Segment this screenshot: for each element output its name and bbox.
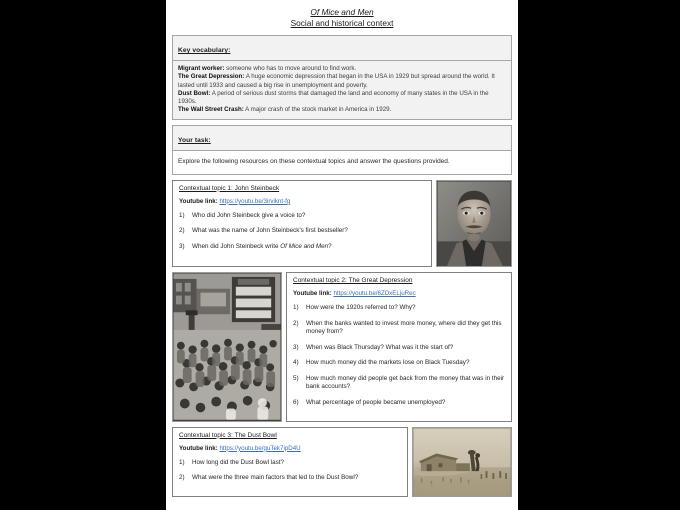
vocab-entry xyxy=(178,106,506,114)
key-vocabulary-body xyxy=(173,61,511,119)
title-line-book: Of Mice and Men xyxy=(310,7,374,17)
question-number: 4) xyxy=(293,359,299,367)
topic-2-youtube-row xyxy=(293,290,505,297)
question-text-italic: Of Mice and Men xyxy=(280,242,329,250)
topic-3-youtube-row xyxy=(179,445,401,452)
topic-2-title: Contextual topic 2: The Great Depression xyxy=(293,277,413,285)
vocab-entry xyxy=(178,90,506,107)
question-item xyxy=(179,227,425,236)
topic-1-question-list xyxy=(179,212,425,252)
youtube-link-url[interactable]: https://youtu.be/6ZDxELjuRec xyxy=(333,290,416,298)
vocab-definition: A major crash of the stock market in America in 1929. xyxy=(243,106,392,114)
youtube-link-url[interactable]: https://youtu.be/guTek7ipD4U xyxy=(219,444,301,452)
question-text: What percentage of people became unemployed? xyxy=(306,398,446,406)
topic-block-great-depression xyxy=(172,272,512,421)
question-number: 6) xyxy=(293,398,299,406)
page-title xyxy=(172,7,512,29)
vocab-term: Migrant worker: xyxy=(178,65,225,72)
vocab-entry xyxy=(178,65,506,73)
question-text: What were the three main factors that led to the Dust Bowl? xyxy=(192,474,359,482)
topic-1-title: Contextual topic 1: John Steinbeck xyxy=(179,184,280,192)
vocab-definition: A period of serious dust storms that damaged the land and economy of many states in the USA in the 1930s. xyxy=(178,89,489,106)
topic-2-text xyxy=(286,272,512,421)
john-steinbeck-portrait-photo xyxy=(436,180,512,268)
question-text: How long did the Dust Bowl last? xyxy=(192,458,285,466)
question-item xyxy=(293,375,505,392)
key-vocabulary-panel xyxy=(172,35,512,120)
topic-3-question-list xyxy=(179,459,401,483)
question-text: When the banks wanted to invest more money, where did they get this money from? xyxy=(306,319,502,336)
question-text-part: When did John Steinbeck write xyxy=(192,242,281,250)
question-text xyxy=(192,243,425,252)
vocab-entry xyxy=(178,73,506,90)
topic-3-title: Contextual topic 3: The Dust Bowl xyxy=(179,431,277,439)
topic-block-steinbeck xyxy=(172,180,512,268)
dust-bowl-photo-graphic xyxy=(413,428,511,497)
question-text: Who did John Steinbeck give a voice to? xyxy=(192,211,306,219)
key-vocabulary-heading: Key vocabulary: xyxy=(178,47,231,54)
your-task-heading: Your task: xyxy=(178,136,211,144)
title-line-subtitle: Social and historical context xyxy=(290,18,394,28)
vocab-term: The Wall Street Crash: xyxy=(178,106,244,114)
question-number: 1) xyxy=(293,304,299,312)
topic-3-text xyxy=(172,427,408,498)
key-vocabulary-header xyxy=(173,36,511,61)
your-task-panel xyxy=(172,125,512,175)
question-item xyxy=(179,459,401,468)
topic-1-youtube-row xyxy=(179,198,425,205)
question-number: 1) xyxy=(179,211,185,219)
vocab-term: Dust Bowl: xyxy=(178,89,211,97)
steinbeck-photo-graphic xyxy=(437,181,511,267)
your-task-body xyxy=(173,151,511,174)
question-item xyxy=(293,320,505,337)
question-number: 2) xyxy=(179,227,185,235)
question-item xyxy=(293,359,505,368)
question-number: 2) xyxy=(293,319,299,327)
question-text-suffix: ? xyxy=(328,242,332,250)
american-union-bank-run-crowd-photo xyxy=(172,272,282,421)
question-number: 2) xyxy=(179,474,185,482)
question-item xyxy=(293,399,505,408)
youtube-link-url[interactable]: https://youtu.be/3irviknt-fg xyxy=(219,197,291,205)
youtube-link-label: Youtube link: xyxy=(179,444,218,452)
question-text: How much money did the markets lose on Black Tuesday? xyxy=(306,359,470,367)
question-item xyxy=(179,212,425,221)
question-number: 3) xyxy=(179,242,185,250)
question-number: 5) xyxy=(293,374,299,382)
question-text: When was Black Thursday? What was it the start of? xyxy=(306,343,454,351)
question-text: What was the name of John Steinbeck's first bestseller? xyxy=(192,227,348,235)
question-number: 1) xyxy=(179,458,185,466)
dust-bowl-farmhouse-dust-storm-photo xyxy=(412,427,512,498)
topic-1-text xyxy=(172,180,432,268)
question-item xyxy=(293,344,505,353)
question-text: How were the 1920s referred to? Why? xyxy=(306,304,416,312)
youtube-link-label: Youtube link: xyxy=(179,197,218,205)
youtube-link-label: Youtube link: xyxy=(293,290,332,298)
question-item xyxy=(293,304,505,313)
question-item xyxy=(179,474,401,483)
vocab-definition: A huge economic depression that began in the USA in 1929 but spread around the world. It lasted until 1933 and caused a big rise in unemployment and poverty. xyxy=(178,73,495,89)
topic-2-question-list xyxy=(293,304,505,407)
vocab-definition: someone who has to move around to find work. xyxy=(224,65,357,72)
question-item xyxy=(179,243,425,252)
topic-block-dust-bowl xyxy=(172,427,512,498)
question-text: How much money did people get back from the money that was in their bank accounts? xyxy=(306,374,505,391)
your-task-text: Explore the following resources on these contextual topics and answer the questions provided. xyxy=(178,157,450,165)
bank-run-photo-graphic xyxy=(173,273,281,420)
document-page xyxy=(166,0,518,510)
your-task-header xyxy=(173,126,511,151)
vocab-term: The Great Depression: xyxy=(178,73,245,81)
question-number: 3) xyxy=(293,343,299,351)
